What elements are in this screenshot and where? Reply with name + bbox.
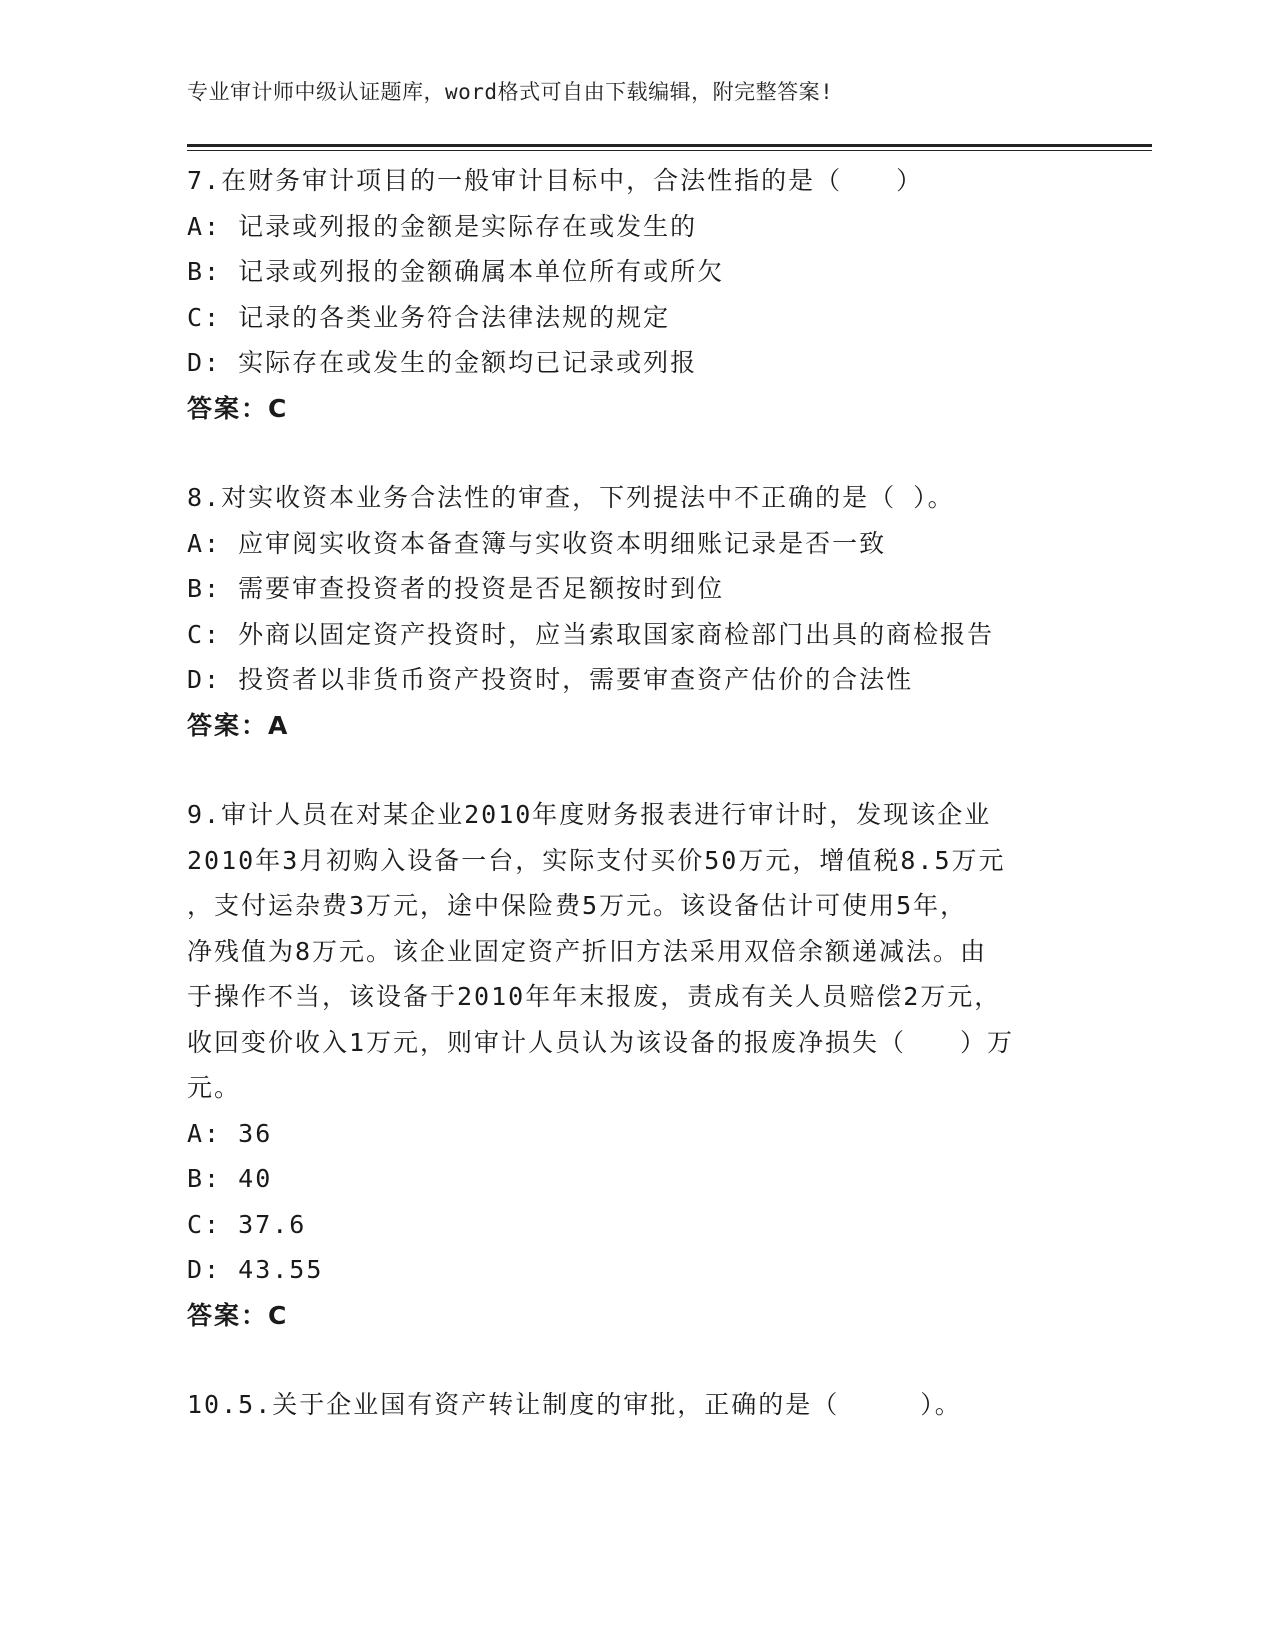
option-a: A: 36 — [187, 1118, 273, 1148]
option-b: B: 40 — [187, 1164, 273, 1193]
answer: 答案：A — [187, 710, 290, 740]
option-d: D: 实际存在或发生的金额均已记录或列报 — [187, 348, 698, 377]
page-header: 专业审计师中级认证题库，word格式可自由下载编辑，附完整答案! — [187, 80, 834, 104]
question-10 — [187, 1382, 1087, 1428]
question-9 — [187, 792, 1087, 1338]
question-7 — [187, 158, 1087, 431]
option-b: B: 记录或列报的金额确属本单位所有或所欠 — [187, 257, 725, 286]
option-c: C: 外商以固定资产投资时，应当索取国家商检部门出具的商检报告 — [187, 619, 995, 649]
header-divider — [187, 144, 1152, 147]
question-stem-line: 元。 — [187, 1073, 242, 1102]
answer: 答案：C — [187, 393, 289, 423]
header-divider-thin — [187, 150, 1152, 151]
question-stem: 7.在财务审计项目的一般审计目标中，合法性指的是（ ） — [187, 166, 924, 195]
question-stem-line: 2010年3月初购入设备一台，实际支付买价50万元，增值税8.5万元 — [187, 845, 1006, 875]
option-a: A: 应审阅实收资本备查簿与实收资本明细账记录是否一致 — [187, 528, 887, 558]
option-d: D: 43.55 — [187, 1255, 324, 1284]
question-stem-line: 于操作不当，该设备于2010年年末报废，责成有关人员赔偿2万元， — [187, 982, 1002, 1011]
option-a: A: 记录或列报的金额是实际存在或发生的 — [187, 211, 698, 241]
question-8 — [187, 475, 1087, 748]
option-d: D: 投资者以非货币资产投资时，需要审查资产估价的合法性 — [187, 665, 914, 694]
question-stem-line: 收回变价收入1万元，则审计人员认为该设备的报废净损失（ ）万 — [187, 1027, 1015, 1057]
option-b: B: 需要审查投资者的投资是否足额按时到位 — [187, 574, 725, 603]
question-stem-line: 9.审计人员在对某企业2010年度财务报表进行审计时，发现该企业 — [187, 800, 992, 829]
question-stem: 10.5.关于企业国有资产转让制度的审批，正确的是（ ）。 — [187, 1390, 962, 1419]
question-stem-line: ，支付运杂费3万元，途中保险费5万元。该设备估计可使用5年， — [187, 891, 968, 920]
option-c: C: 37.6 — [187, 1209, 307, 1239]
question-stem: 8.对实收资本业务合法性的审查，下列提法中不正确的是（ ）。 — [187, 483, 955, 512]
option-c: C: 记录的各类业务符合法律法规的规定 — [187, 302, 671, 332]
question-list — [187, 158, 1087, 1428]
question-stem-line: 净残值为8万元。该企业固定资产折旧方法采用双倍余额递减法。由 — [187, 936, 988, 966]
answer: 答案：C — [187, 1300, 289, 1330]
